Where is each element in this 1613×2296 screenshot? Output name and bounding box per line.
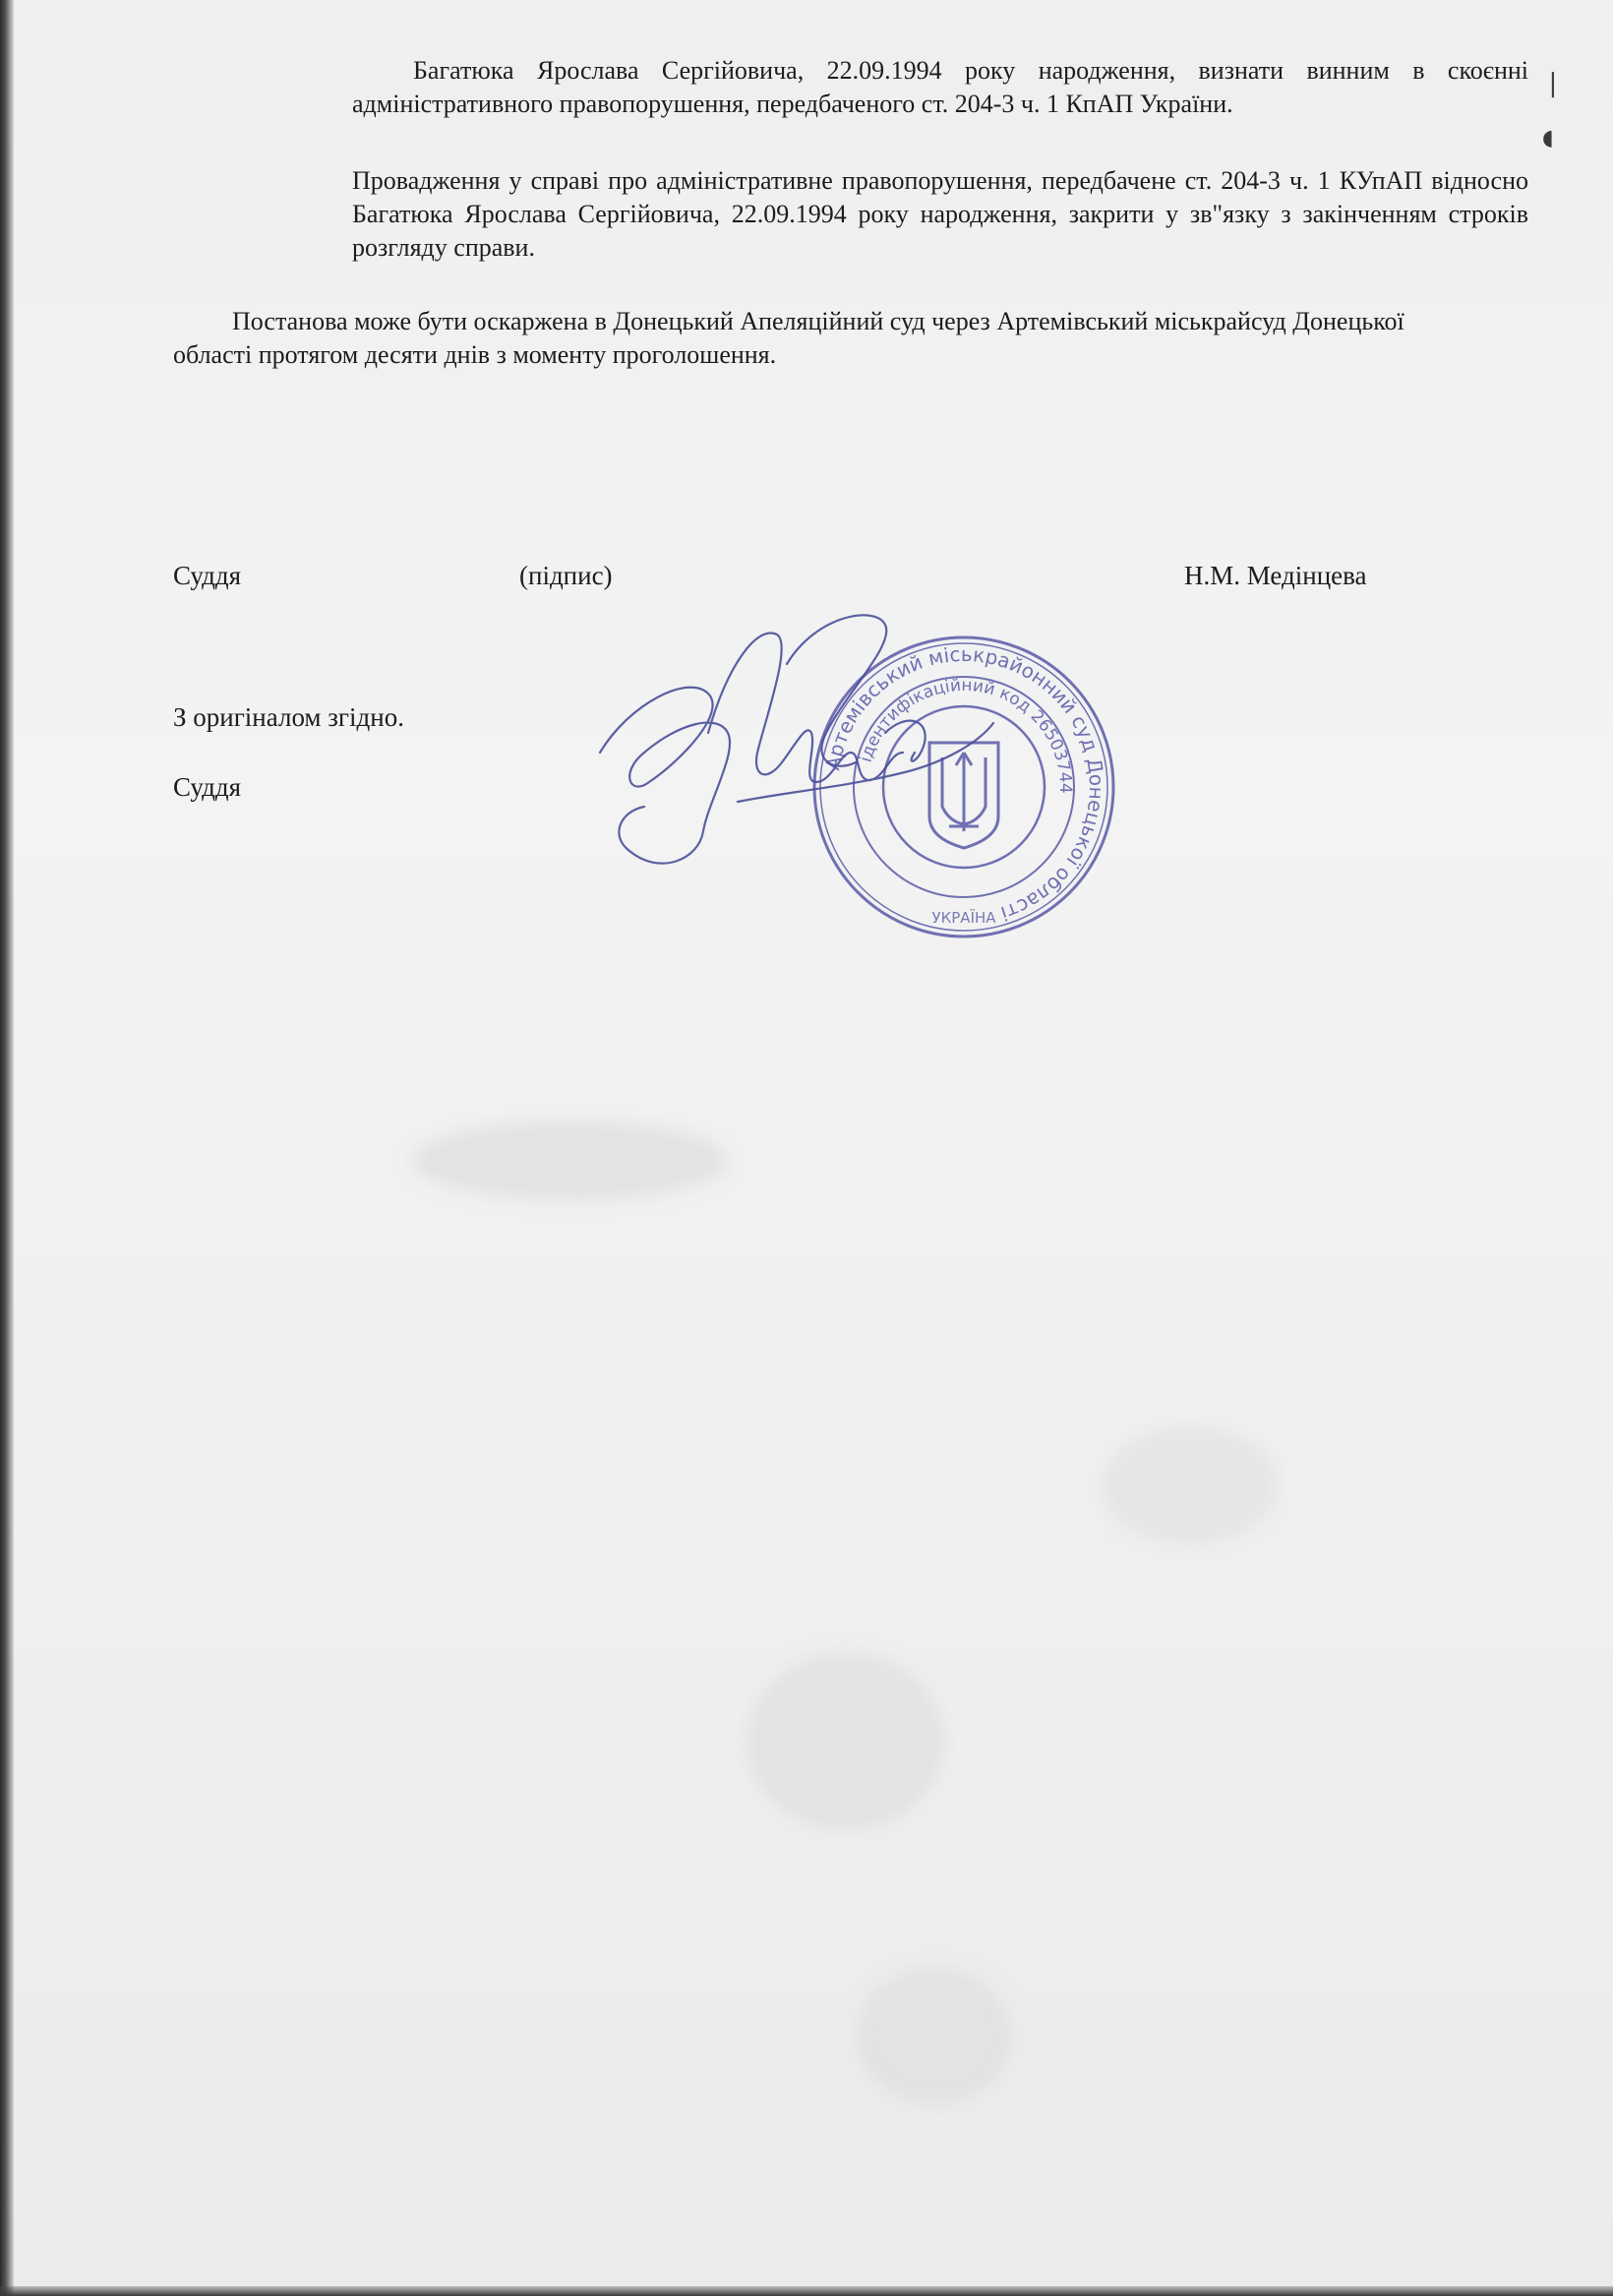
judge-label-certification: Суддя <box>173 772 242 802</box>
copy-certification: З оригіналом згідно. <box>173 702 404 732</box>
appeal-paragraph: Постанова може бути оскаржена в Донецький Апеляційний суд через Артемівський міськрайсуд Донецької області протягом десяти днів з моменту проголошення. <box>173 307 1404 369</box>
signature-placeholder: (підпис) <box>519 561 613 590</box>
ruling-paragraph: Багатюка Ярослава Сергійовича, 22.09.1994 року народження, визнати винним в скоєнні адміністративного правопорушення, передбаченого ст. 204-3 ч. 1 КпАП України. <box>352 56 1528 118</box>
stamp-outer-text: Артемівський міськрайонний суд Донецької області <box>820 641 1109 926</box>
judge-signature <box>590 605 1003 880</box>
scan-edge-shadow <box>0 2286 1613 2296</box>
scan-smudge <box>1102 1426 1279 1544</box>
judge-name: Н.М. Медінцева <box>1184 561 1367 590</box>
judge-label: Суддя <box>173 561 242 590</box>
scan-smudge <box>413 1121 728 1200</box>
edge-mark: ❘ <box>1542 69 1564 98</box>
stamp-inner-text: ідентифікаційний код 26503744 <box>856 675 1076 794</box>
scan-smudge <box>856 1967 1013 2105</box>
closure-paragraph: Провадження у справі про адміністративне правопорушення, передбачене ст. 204-3 ч. 1 КУпАП відносно Багатюка Ярослава Сергійовича, 22.09.1994 року народження, закрити у зв"язку з закінченням строків розгляду справи. <box>352 166 1528 262</box>
scan-edge-shadow <box>0 0 14 2296</box>
scan-smudge <box>747 1653 944 1830</box>
stamp-bottom-text: УКРАЇНА <box>931 909 996 927</box>
edge-mark: ◖ <box>1542 126 1554 151</box>
